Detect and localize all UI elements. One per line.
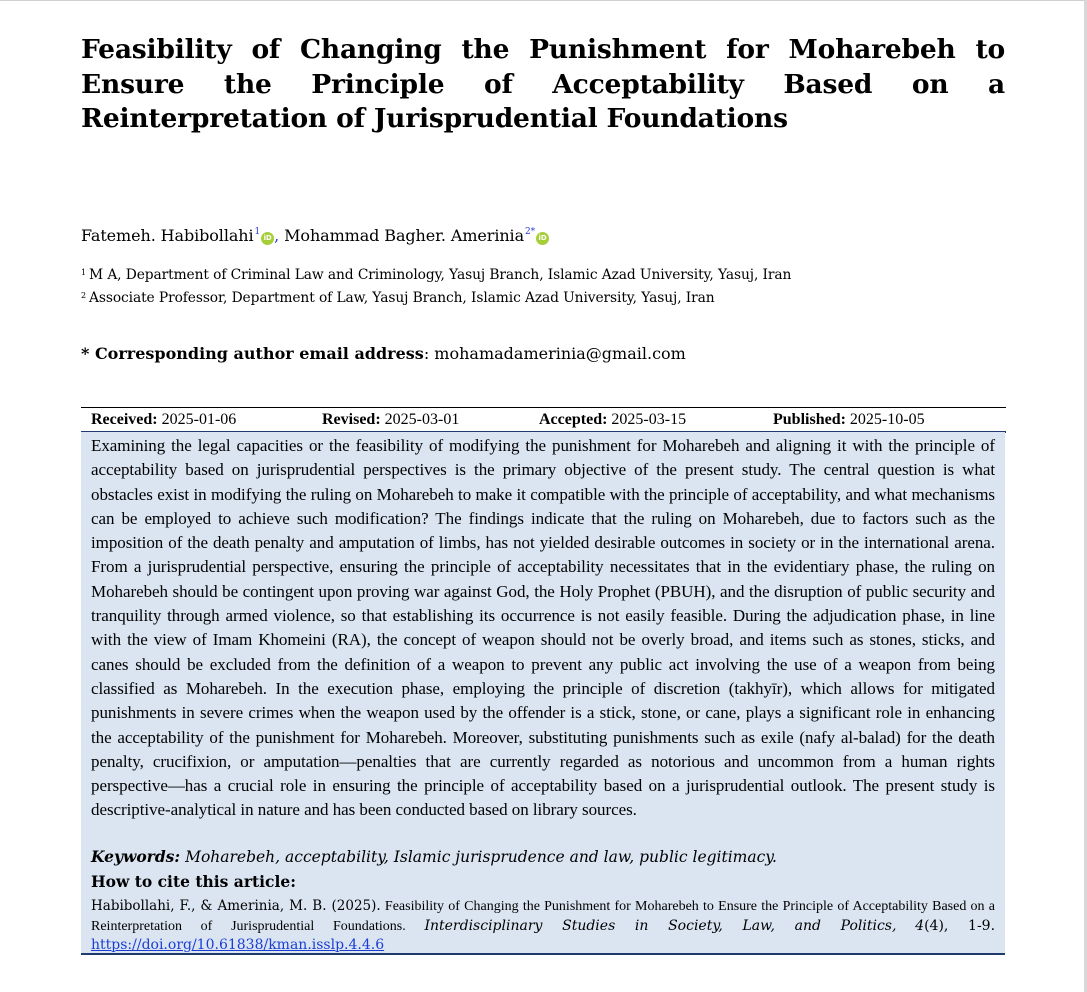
- accepted-value: 2025-03-15: [611, 411, 687, 428]
- corresponding-email[interactable]: mohamadamerinia@gmail.com: [434, 344, 686, 363]
- page-edge-top: [0, 0, 1087, 1]
- affiliations: [81, 263, 791, 308]
- published-date: [773, 408, 925, 431]
- keywords-label: Keywords:: [91, 847, 181, 866]
- author-affil-ref: 2*: [525, 227, 536, 237]
- citation-issue-pages: (4), 1-9.: [924, 917, 996, 934]
- published-label: Published:: [773, 411, 846, 428]
- corresponding-author: * Corresponding author email address: mohamadamerinia@gmail.com: [81, 344, 686, 363]
- keywords-text: Moharebeh, acceptability, Islamic jurisprudence and law, public legitimacy.: [185, 848, 777, 866]
- author-name: Fatemeh. Habibollahi: [81, 226, 254, 245]
- accepted-date: [539, 408, 686, 431]
- accepted-label: Accepted:: [539, 411, 608, 428]
- dates-bar: [81, 407, 1006, 433]
- affiliation-item: [81, 263, 791, 286]
- affiliation-text: Associate Professor, Department of Law, Yasuj Branch, Islamic Azad University, Yasuj, Iran: [89, 289, 715, 306]
- cite-heading: How to cite this article:: [91, 872, 296, 891]
- affiliation-number: 2: [81, 290, 86, 300]
- received-date: [91, 408, 236, 431]
- author-affil-ref: 1: [254, 227, 261, 237]
- citation: [91, 897, 995, 956]
- doi-link[interactable]: https://doi.org/10.61838/kman.isslp.4.4.6: [91, 937, 385, 953]
- corresponding-label: * Corresponding author email address: [81, 344, 424, 363]
- author-name: Mohammad Bagher. Amerinia: [284, 226, 525, 245]
- citation-journal: Interdisciplinary Studies in Society, Law, and Politics,: [424, 917, 897, 934]
- affiliation-text: M A, Department of Criminal Law and Criminology, Yasuj Branch, Islamic Azad University, Yasuj, Iran: [89, 267, 792, 283]
- citation-authors: Habibollahi, F., & Amerinia, M. B. (2025).: [91, 898, 381, 914]
- revised-value: 2025-03-01: [384, 411, 460, 428]
- affiliation-number: 1: [81, 268, 86, 277]
- citation-title: Feasibility of Changing the Punishment for Moharebeh to Ensure the Principle of Acceptability Based on a Reinterpretation of Jurisprudential Foundations.: [91, 899, 995, 934]
- received-value: 2025-01-06: [161, 411, 237, 428]
- affiliation-item: [81, 286, 791, 309]
- published-value: 2025-10-05: [849, 411, 925, 428]
- revised-date: [322, 408, 459, 431]
- received-label: Received:: [91, 411, 158, 428]
- abstract-box: [81, 432, 1005, 955]
- keywords: [91, 846, 995, 868]
- author-separator: ,: [274, 226, 280, 245]
- paper-title: Feasibility of Changing the Punishment for Moharebeh to Ensure the Principle of Acceptability Based on a Reinterpretation of Jurisprudential Foundations: [81, 34, 1005, 134]
- author-line: [81, 221, 549, 247]
- revised-label: Revised:: [322, 411, 381, 428]
- citation-volume: 4: [915, 917, 925, 934]
- abstract-text: Examining the legal capacities or the feasibility of modifying the punishment for Moharebeh and aligning it with the principle of acceptability based on jurisprudential perspectives is the primary objective of the present study. The central question is what obstacles exist in modifying the ruling on Moharebeh to make it compatible with the principle of acceptability, and what mechanisms can be employed to achieve such modification? The findings indicate that the ruling on Moharebeh, due to factors such as the imposition of the death penalty and amputation of limbs, has not yielded desirable outcomes in society or in the international arena. From a jurisprudential perspective, ensuring the principle of acceptability necessitates that in the evidentiary phase, the ruling on Moharebeh should be contingent upon proving war against God, the Holy Prophet (PBUH), and the disruption of public security and tranquility through armed violence, so that establishing its occurrence is not easily feasible. During the adjudication phase, in line with the view of Imam Khomeini (RA), the concept of weapon should not be overly broad, and items such as stones, sticks, and canes should be excluded from the definition of a weapon to prevent any public act involving the use of a weapon from being classified as Moharebeh. In the execution phase, employing the principle of discretion (takhyīr), which allows for mitigated punishments in severe crimes when the weapon used by the offender is a stick, stone, or cane, plays a significant role in enhancing the acceptability of the punishment for Moharebeh. Moreover, substituting punishments such as exile (nafy al-balad) for the death penalty, crucifixion, or amputation—penalties that are currently regarded as notorious and uncommon from a human rights perspective—has a crucial role in ensuring the principle of acceptability based on a jurisprudential outlook. The present study is descriptive-analytical in nature and has been conducted based on library sources.: [91, 436, 995, 820]
- orcid-icon[interactable]: iD: [536, 232, 549, 245]
- orcid-icon[interactable]: iD: [261, 232, 274, 245]
